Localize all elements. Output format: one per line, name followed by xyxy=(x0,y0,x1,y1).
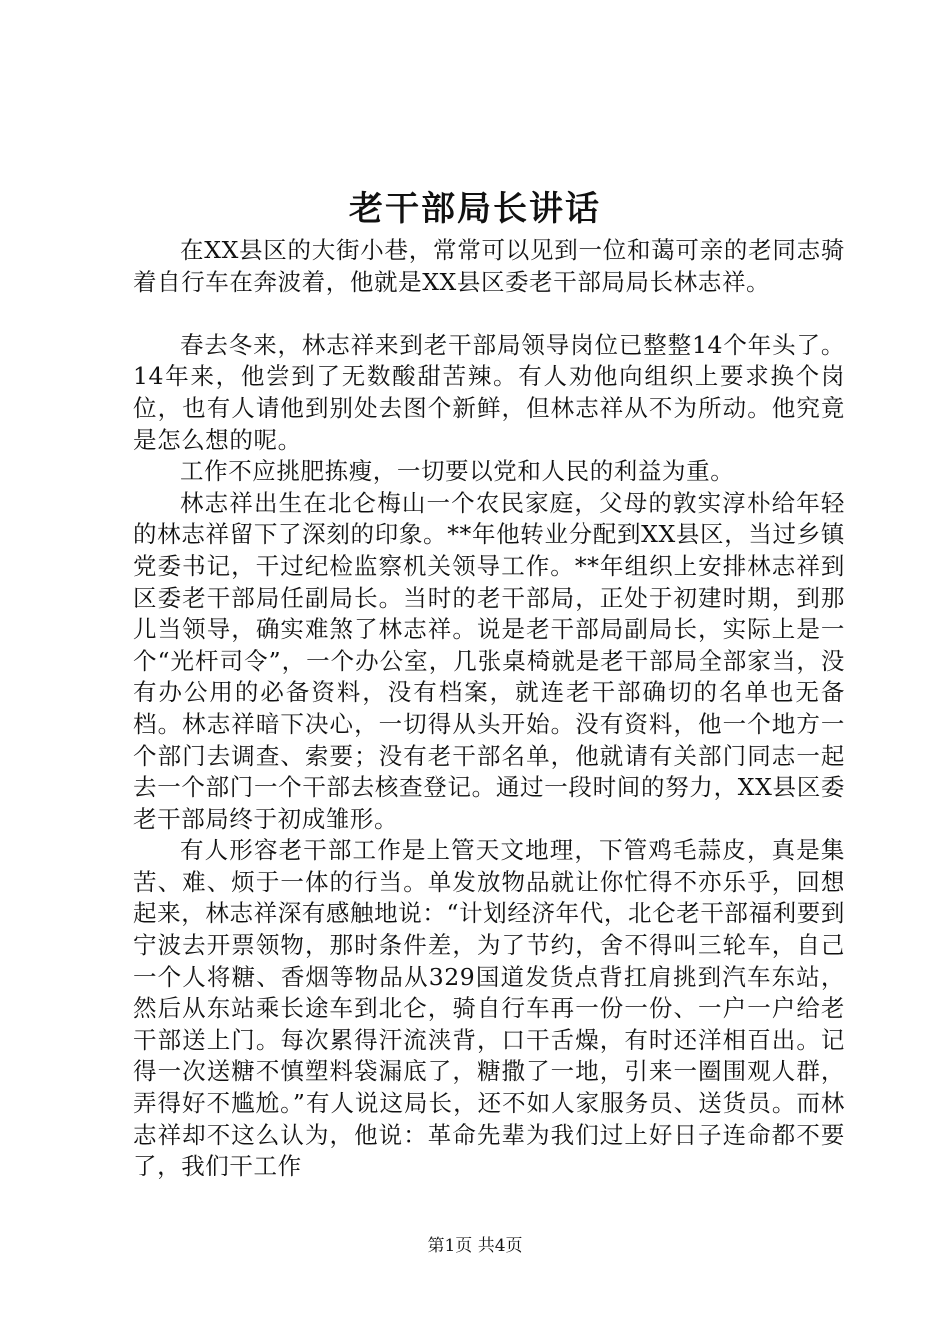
paragraph: 在XX县区的大街小巷，常常可以见到一位和蔼可亲的老同志骑着自行车在奔波着，他就是XX县区委老干部局局长林志祥。 xyxy=(133,236,845,296)
document-title: 老干部局长讲话 xyxy=(349,189,601,229)
page-number: 第1页 共4页 xyxy=(427,1236,523,1256)
paragraph: 有人形容老干部工作是上管天文地理，下管鸡毛蒜皮，真是集苦、难、烦于一体的行当。单发放物品就让你忙得不亦乐乎，回想起来，林志祥深有感触地说：“计划经济年代，北仑老干部福利要到宁波去开票领物，那时条件差，为了节约，舍不得叫三轮车，自己一个人将糖、香烟等物品从329国道发货点背扛肩挑到汽车东站，然后从东站乘长途车到北仑，骑自行车再一份一份、一户一户给老干部送上门。每次累得汗流浃背，口干舌燥，有时还洋相百出。记得一次送糖不慎塑料袋漏底了，糖撒了一地，引来一圈围观人群，弄得好不尴尬。”有人说这局长，还不如人家服务员、送货员。而林志祥却不这么认为，他说：革命先辈为我们过上好日子连命都不要了，我们干工作 xyxy=(133,836,845,1181)
document-body xyxy=(133,235,845,1183)
paragraph: 林志祥出生在北仑梅山一个农民家庭，父母的敦实淳朴给年轻的林志祥留下了深刻的印象。**年他转业分配到XX县区，当过乡镇党委书记，干过纪检监察机关领导工作。**年组织上安排林志祥到区委老干部局任副局长。当时的老干部局，正处于初建时期，到那儿当领导，确实难煞了林志祥。说是老干部局副局长，实际上是一个“光杆司令”，一个办公室，几张桌椅就是老干部局全部家当，没有办公用的必备资料，没有档案，就连老干部确切的名单也无备档。林志祥暗下决心，一切得从头开始。没有资料，他一个地方一个部门去调查、索要；没有老干部名单，他就请有关部门同志一起去一个部门一个干部去核查登记。通过一段时间的努力，XX县区委老干部局终于初成雏形。 xyxy=(133,488,845,833)
paragraph: 春去冬来，林志祥来到老干部局领导岗位已整整14个年头了。14年来，他尝到了无数酸甜苦辣。有人劝他向组织上要求换个岗位，也有人请他到别处去图个新鲜，但林志祥从不为所动。他究竟是怎么想的呢。 xyxy=(133,330,845,454)
paragraph: 工作不应挑肥拣瘦，一切要以党和人民的利益为重。 xyxy=(180,457,735,486)
